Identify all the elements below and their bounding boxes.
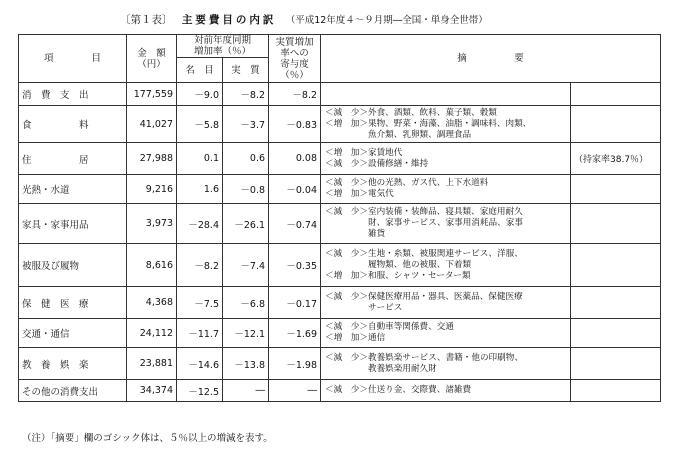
cell-nominal: 1.6 bbox=[177, 175, 223, 204]
header-real: 実 質 bbox=[223, 58, 269, 83]
cell-extra bbox=[571, 83, 661, 106]
cell-item: 被服及び履物 bbox=[19, 244, 127, 287]
cell-nominal: 0.1 bbox=[177, 143, 223, 175]
cell-contribution: －0.04 bbox=[269, 175, 321, 204]
cell-nominal: －5.8 bbox=[177, 106, 223, 143]
cell-real: －3.7 bbox=[223, 106, 269, 143]
table-row bbox=[19, 348, 661, 380]
cell-summary bbox=[321, 319, 571, 348]
cell-item: 家具・家事用品 bbox=[19, 204, 127, 244]
cell-nominal: －7.5 bbox=[177, 287, 223, 319]
cell-real: －26.1 bbox=[223, 204, 269, 244]
table-row bbox=[19, 83, 661, 106]
cell-summary bbox=[321, 244, 571, 287]
cell-nominal: －28.4 bbox=[177, 204, 223, 244]
cell-summary bbox=[321, 175, 571, 204]
header-amount: 金 額 （円） bbox=[127, 35, 177, 83]
summary-line: サービス bbox=[325, 302, 403, 313]
summary-line: ＜増 加＞電気代 bbox=[325, 189, 394, 199]
summary-line: ＜増 加＞和服、シャツ・セーター類 bbox=[325, 270, 471, 281]
cell-extra bbox=[571, 319, 661, 348]
cell-amount: 24,112 bbox=[127, 319, 177, 348]
cell-real: 0.6 bbox=[223, 143, 269, 175]
summary-line: ＜減 少＞仕送り金、交際費、諸雑費 bbox=[325, 385, 472, 395]
summary-line: ＜増 加＞果物、野菜・海藻、油脂・調味料、肉類、 bbox=[325, 118, 532, 129]
cell-extra bbox=[571, 348, 661, 380]
expenditure-table bbox=[18, 34, 661, 402]
cell-amount: 177,559 bbox=[127, 83, 177, 106]
cell-item: 消 費 支 出 bbox=[19, 83, 127, 106]
cell-real: －7.4 bbox=[223, 244, 269, 287]
cell-real: －13.8 bbox=[223, 348, 269, 380]
table-row bbox=[19, 380, 661, 402]
summary-line: ＜減 少＞外食、酒類、飲料、菓子類、穀類 bbox=[325, 107, 497, 118]
cell-real: －8.2 bbox=[223, 83, 269, 106]
summary-line: ＜増 加＞家賃地代 bbox=[325, 147, 403, 158]
cell-nominal: －12.5 bbox=[177, 380, 223, 402]
table-row bbox=[19, 106, 661, 143]
cell-amount: 8,616 bbox=[127, 244, 177, 287]
cell-contribution: －0.17 bbox=[269, 287, 321, 319]
footnote: （注）「摘要」欄のゴシック体は、５％以上の増減を表す。 bbox=[22, 433, 273, 444]
cell-real: －0.8 bbox=[223, 175, 269, 204]
cell-nominal: －11.7 bbox=[177, 319, 223, 348]
summary-line: 雑貨 bbox=[325, 229, 386, 239]
cell-amount: 34,374 bbox=[127, 380, 177, 402]
cell-amount: 41,027 bbox=[127, 106, 177, 143]
cell-nominal: －8.2 bbox=[177, 244, 223, 287]
cell-item: 光熱・水道 bbox=[19, 175, 127, 204]
summary-line: ＜減 少＞設備修繕・維持 bbox=[325, 158, 429, 169]
cell-summary bbox=[321, 204, 571, 244]
cell-extra bbox=[571, 204, 661, 244]
summary-line: 教養娯楽用耐久財 bbox=[325, 363, 437, 374]
table-row bbox=[19, 287, 661, 319]
cell-summary bbox=[321, 380, 571, 402]
header-item: 項 目 bbox=[19, 35, 127, 83]
cell-item: 交通・通信 bbox=[19, 319, 127, 348]
cell-summary bbox=[321, 287, 571, 319]
table-number: 〔第１表〕 bbox=[120, 14, 173, 26]
cell-item: 住 居 bbox=[19, 143, 127, 175]
cell-summary bbox=[321, 83, 571, 106]
header-rate-group: 対前年度同期 増加率（％） bbox=[177, 35, 269, 58]
table-subtitle: （平成12年度４～９月期―全国・単身全世帯） bbox=[285, 15, 488, 26]
cell-extra bbox=[571, 244, 661, 287]
cell-contribution: －0.35 bbox=[269, 244, 321, 287]
cell-real: －12.1 bbox=[223, 319, 269, 348]
summary-line: ＜減 少＞教養娯楽サービス、書籍・他の印刷物、 bbox=[325, 352, 523, 363]
cell-extra bbox=[571, 380, 661, 402]
summary-line: 財、家事サービス、家事用消耗品、家事 bbox=[325, 218, 523, 228]
cell-extra: （持家率38.7％） bbox=[571, 143, 661, 175]
cell-contribution: ― bbox=[269, 380, 321, 402]
cell-item: 保 健 医 療 bbox=[19, 287, 127, 319]
cell-item: その他の消費支出 bbox=[19, 380, 127, 402]
cell-item: 食 料 bbox=[19, 106, 127, 143]
summary-line: ＜減 少＞自動車等関係費、交通 bbox=[325, 322, 454, 332]
table-row bbox=[19, 319, 661, 348]
summary-line: 魚介類、乳卵類、調理食品 bbox=[325, 129, 472, 140]
summary-line: ＜減 少＞室内装備・装飾品、寝具類、家庭用耐久 bbox=[325, 207, 523, 217]
cell-extra bbox=[571, 106, 661, 143]
table-row bbox=[19, 175, 661, 204]
cell-contribution: －1.69 bbox=[269, 319, 321, 348]
summary-line: ＜減 少＞保健医療用品・器具、医薬品、保健医療 bbox=[325, 291, 523, 302]
summary-line: ＜減 少＞生地・糸類、被服関連サービス、洋服、 bbox=[325, 248, 523, 259]
summary-line: ＜減 少＞他の光熱、ガス代、上下水道料 bbox=[325, 178, 489, 188]
cell-real: －6.8 bbox=[223, 287, 269, 319]
table-row bbox=[19, 244, 661, 287]
cell-extra bbox=[571, 287, 661, 319]
table-title bbox=[120, 12, 488, 27]
summary-line: ＜増 加＞通信 bbox=[325, 333, 386, 343]
cell-amount: 23,881 bbox=[127, 348, 177, 380]
cell-summary bbox=[321, 106, 571, 143]
header-contribution: 実質増加 率への 寄与度 （％） bbox=[269, 35, 321, 83]
summary-line: 履物類、他の被服、下着類 bbox=[325, 259, 472, 270]
cell-item: 教 養 娯 楽 bbox=[19, 348, 127, 380]
cell-contribution: －1.98 bbox=[269, 348, 321, 380]
cell-extra bbox=[571, 175, 661, 204]
cell-contribution: －8.2 bbox=[269, 83, 321, 106]
header-nominal: 名 目 bbox=[177, 58, 223, 83]
cell-nominal: －9.0 bbox=[177, 83, 223, 106]
table-row bbox=[19, 204, 661, 244]
cell-summary bbox=[321, 143, 571, 175]
table-row bbox=[19, 143, 661, 175]
cell-nominal: －14.6 bbox=[177, 348, 223, 380]
header-summary: 摘 要 bbox=[321, 35, 661, 83]
cell-amount: 3,973 bbox=[127, 204, 177, 244]
cell-contribution: 0.08 bbox=[269, 143, 321, 175]
cell-real: ― bbox=[223, 380, 269, 402]
cell-contribution: －0.74 bbox=[269, 204, 321, 244]
cell-amount: 27,988 bbox=[127, 143, 177, 175]
table-main-title: 主要費目の内訳 bbox=[181, 14, 277, 26]
cell-amount: 4,368 bbox=[127, 287, 177, 319]
cell-contribution: －0.83 bbox=[269, 106, 321, 143]
cell-amount: 9,216 bbox=[127, 175, 177, 204]
cell-summary bbox=[321, 348, 571, 380]
